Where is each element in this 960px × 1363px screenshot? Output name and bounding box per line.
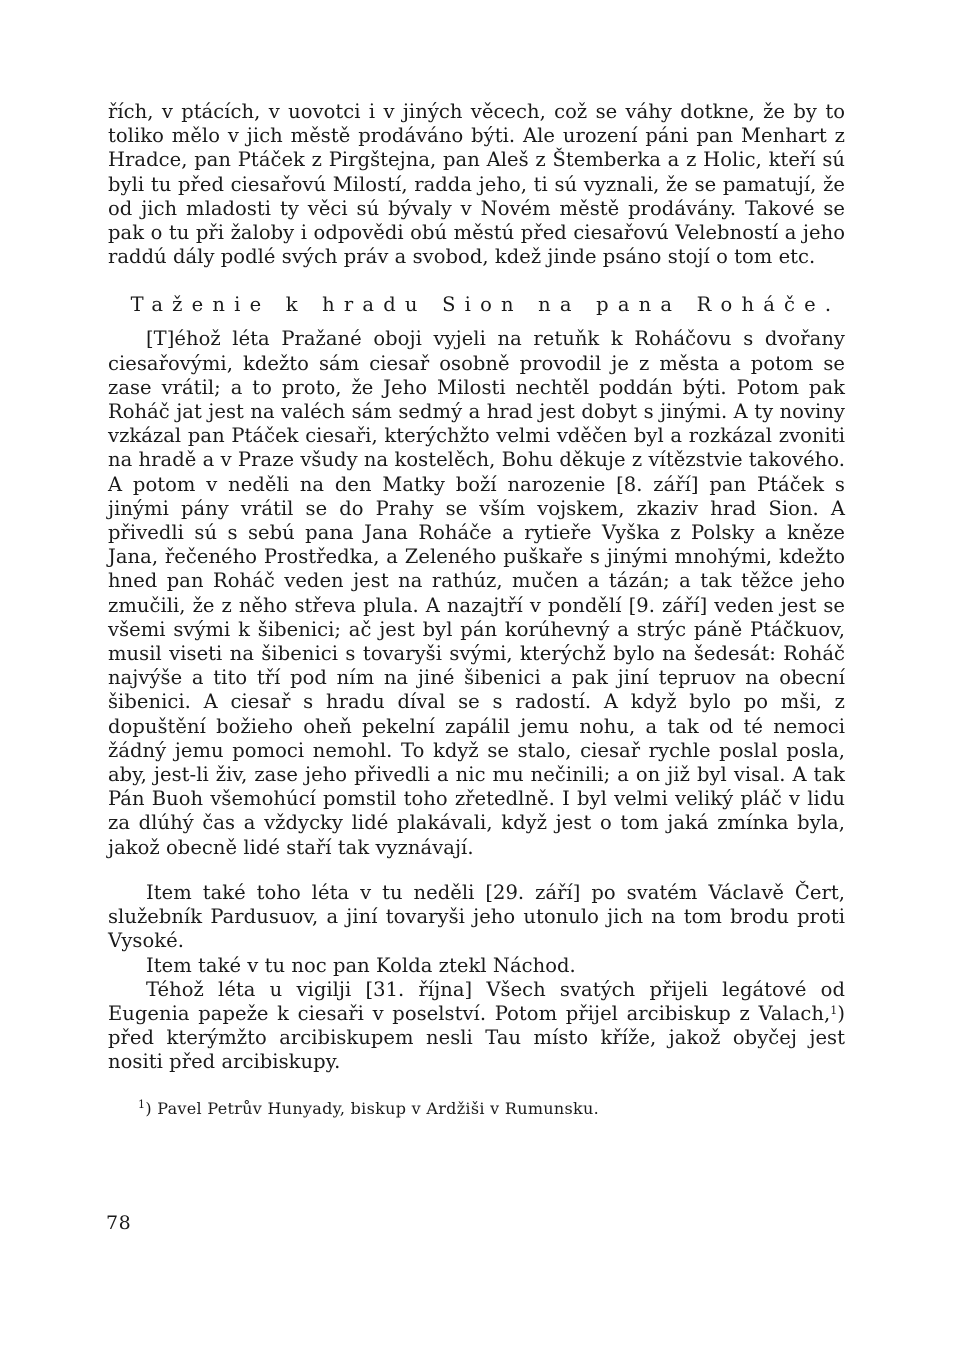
- page-number: 78: [106, 1212, 132, 1234]
- footnote-text: Pavel Petrův Hunyady, biskup v Ardžiši v Rumunsku.: [151, 1098, 600, 1118]
- footnote-reference-paren: ): [837, 1001, 845, 1025]
- book-page: [108, 100, 845, 1119]
- paragraph-gap: [108, 860, 845, 881]
- section-heading: Taženie k hradu Sion na pana Roháče.: [130, 293, 841, 317]
- paragraph-legates-text-part1: Téhož léta u vigilji [31. října] Všech svatých přijeli legátové od Eugenia papeže k ciesaři v poselství. Potom přijel arcibiskup z Valach,: [108, 977, 845, 1025]
- paragraph-legates: [108, 978, 845, 1075]
- paragraph-rohac-campaign: [T]éhož léta Pražané oboji vyjeli na retuňk k Roháčovu s dvořany ciesařovými, kdežto sám ciesař osobně provodil je z města a potom se zase vrátil; a to proto, že Jeho Milosti nechtěl poddán býti. Potom pak Roháč jat jest na valéch sám sedmý a hrad jest dobyt s jinými. A ty noviny vzkázal pan Ptáček ciesaři, kterýchžto velmi vděčen byl a rozkázal zvoniti na hradě a v Praze všudy na kostelěch, Bohu děkuje z vítězstvie takového. A potom v neděli na den Matky boží narozenie [8. září] pan Ptáček s jinými pány vrátil se do Prahy se vším vojskem, zkaziv hrad Sion. A přivedli sú s sebú pana Jana Roháče a rytieře Vyška z Polsky a kněze Jana, řečeného Prostředka, a Zeleného puškaře s jinými mnohými, kdežto hned pan Roháč veden jest na rathúz, mučen a tázán; a tak těžce jeho zmučili, že z něho střeva plula. A nazajtří v pondělí [9. září] veden jest se všemi svými k šibenici; ač jest byl pán korúhevný a strýc páně Ptáčkuov, musil viseti na šibenici s tovaryši svými, kterýchž bylo na šedesát: Roháč najvýše a tito tří pod ním na jiné šibenici a pak jiní tepruov na obecní šibenici. A ciesař s hradu díval se s radostí. A když bylo po mši, z dopuštění božieho oheň pekelní zapálil jemu nohu, a tak od té nemoci žádný jemu pomoci nemohl. To když se stalo, ciesař rychle poslal posla, aby, jest-li živ, zase jeho přivedli a nic mu nečinili; a on již byl visal. A tak Pán Buoh všemohúcí pomstil toho zřetedlně. I byl velmi veliký pláč v lidu za dlúhý čas a vždycky lidé plakávali, když jest o tom jaká zmínka byla, jakož obecně lidé staří tak vyznávají.: [108, 327, 845, 859]
- footnote: [108, 1099, 845, 1119]
- footnote-number-digit: 1: [138, 1097, 146, 1111]
- paragraph-cert-drowning: Item také toho léta v tu neděli [29. září] po svatém Václavě Čert, služebník Pardusuov, a jiní tovaryši jeho utonulo jich na tom brodu proti Vysoké.: [108, 880, 845, 953]
- paragraph-continued-text: řích, v ptácích, v uovotci i v jiných věcech, což se váhy dotkne, že by to toliko mělo v jich městě prodáváno býti. Ale urození páni pan Menhart z Hradce, pan Ptáček z Pirgštejna, pan Aleš z Štemberka a z Holic, kteří sú byli tu před ciesařovú Milostí, radda jeho, ti sú vyznali, že se pamatují, že od jich mladosti ty věci sú bývaly v Novém městě prodávány. Takové se pak o tu při žaloby i odpovědi obú městú před ciesařovú Velebností a jeho raddú dály podlé svých práv a svobod, kdež jinde psáno stojí o tom etc.: [108, 100, 845, 269]
- paragraph-kolda-nachod: Item také v tu noc pan Kolda ztekl Náchod.: [146, 953, 576, 977]
- footnote-paren: ): [145, 1098, 152, 1118]
- footnote-reference-number: 1: [830, 1003, 838, 1017]
- paragraph-legates-text-part2: před kterýmžto arcibiskupem nesli Tau místo kříže, jakož obyčej jest nositi před arcibiskupy.: [108, 1026, 845, 1074]
